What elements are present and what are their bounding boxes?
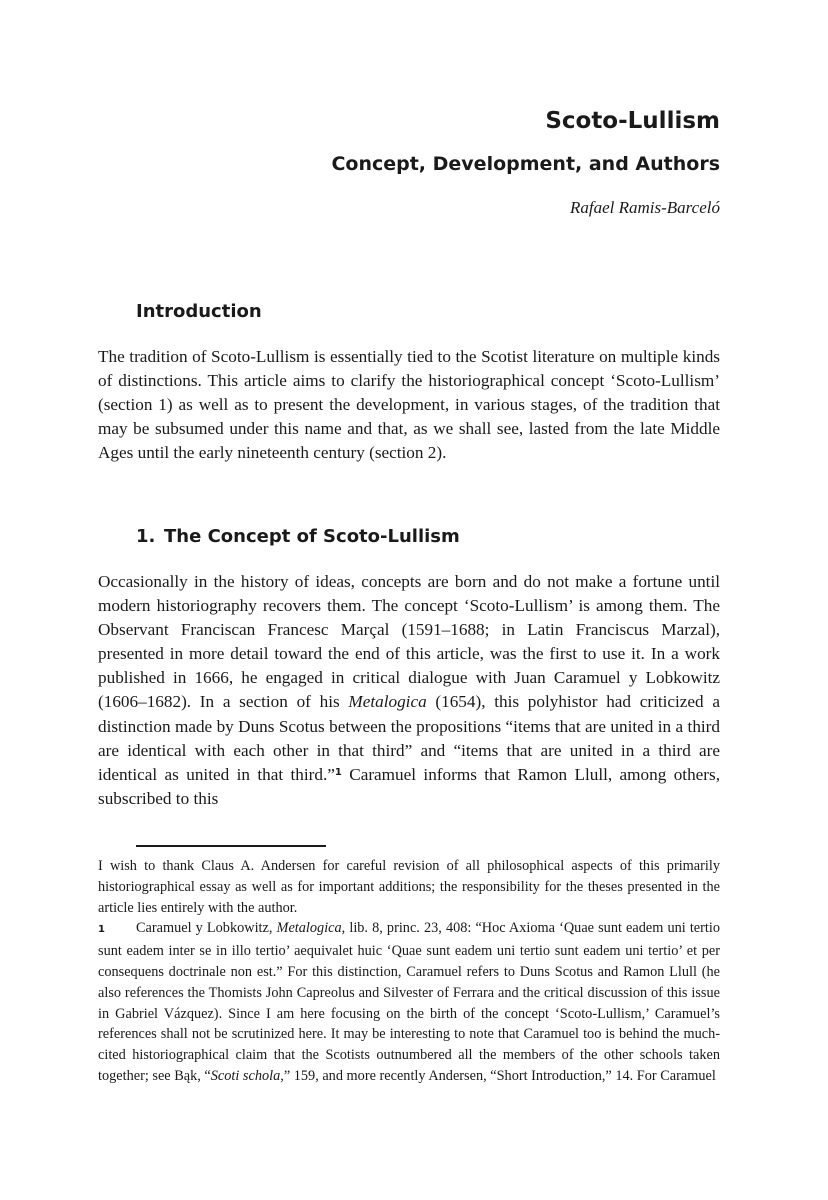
footnote-1-part2: , lib. 8, princ. 23, 408: “Hoc Axioma ‘Quae sunt eadem uni tertio sunt eadem inter se in illo tertio’ aequivalet huic ‘Quae sunt eadem uni tertio sunt eadem uni tertio’ et per consequens doctrinale non est.” For this distinction, Caramuel refers to Duns Scotus and Ramon Llull (he also references the Thomists John Capreolus and Silvester of Ferrara and the critical discussion of this issue in Gabriel Vázquez). Since I am here focusing on the birth of the concept ‘Scoto-Lullism,’ Caramuel’s references shall not be scrutinized here. It may be interesting to note that Caramuel too is behind the much-cited historiographical claim that the Scotists outnumbered all the members of the other schools taken together; see Bąk, “ [98, 920, 720, 1084]
footnote-reference[interactable]: 1 [334, 766, 342, 778]
footnote-number: 1 [98, 924, 105, 936]
concept-text-part3: Caramuel informs that Ramon Llull, among others, subscribed to this [98, 764, 721, 808]
section-heading-text: The Concept of Scoto-Lullism [164, 526, 460, 547]
concept-paragraph [98, 570, 720, 811]
section-heading-introduction: Introduction [136, 301, 262, 322]
footnote-separator [136, 845, 326, 847]
footnote-1-italic2: Scoti schola [210, 1067, 281, 1084]
concept-text-part1: Occasionally in the history of ideas, concepts are born and do not make a fortune until modern historiography recovers them. The concept ‘Scoto-Lullism’ is among them. The Observant Franciscan Francesc Marçal (1591–1688; in Latin Franciscus Marzal), presented in more detail toward the end of this article, was the first to use it. In a work published in 1666, he engaged in critical dialogue with Juan Caramuel y Lobkowitz (1606–1682). In a section of his [98, 572, 720, 712]
footnote-1-part1: Caramuel y Lobkowitz, [136, 920, 277, 937]
introduction-paragraph: The tradition of Scoto-Lullism is essentially tied to the Scotist literature on multiple kinds of distinctions. This article aims to clarify the historiographical concept ‘Scoto-Lullism’ (section 1) as well as to present the development, in various stages, of the tradition that may be subsumed under this name and that, as we shall see, lasted from the late Middle Ages until the early nineteenth century (section 2). [98, 347, 720, 463]
article-subtitle: Concept, Development, and Authors [331, 153, 720, 175]
footnote-1-part3: ,” 159, and more recently Andersen, “Short Introduction,” 14. For Caramuel [280, 1067, 716, 1084]
article-title: Scoto-Lullism [545, 108, 720, 134]
section-heading-concept [136, 524, 460, 550]
footnote-1 [98, 918, 720, 1086]
footnote-1-italic1: Metalogica [276, 920, 342, 937]
concept-text-part2: (1654), this polyhistor had criticized a distinction made by Duns Scotus between the propositions “items that are united in a third are identical with each other in that third” and “items that are united in a third are identical as united in that third.” [98, 692, 720, 784]
footnotes [98, 856, 720, 1087]
concept-text-italic: Metalogica [348, 692, 427, 712]
footnote-acknowledgment: I wish to thank Claus A. Andersen for careful revision of all philosophical aspects of this primarily historiographical essay as well as for important additions; the responsibility for the theses presented in the article lies entirely with the author. [98, 858, 720, 916]
author-name: Rafael Ramis-Barceló [570, 198, 720, 217]
section-number: 1. [136, 526, 156, 547]
